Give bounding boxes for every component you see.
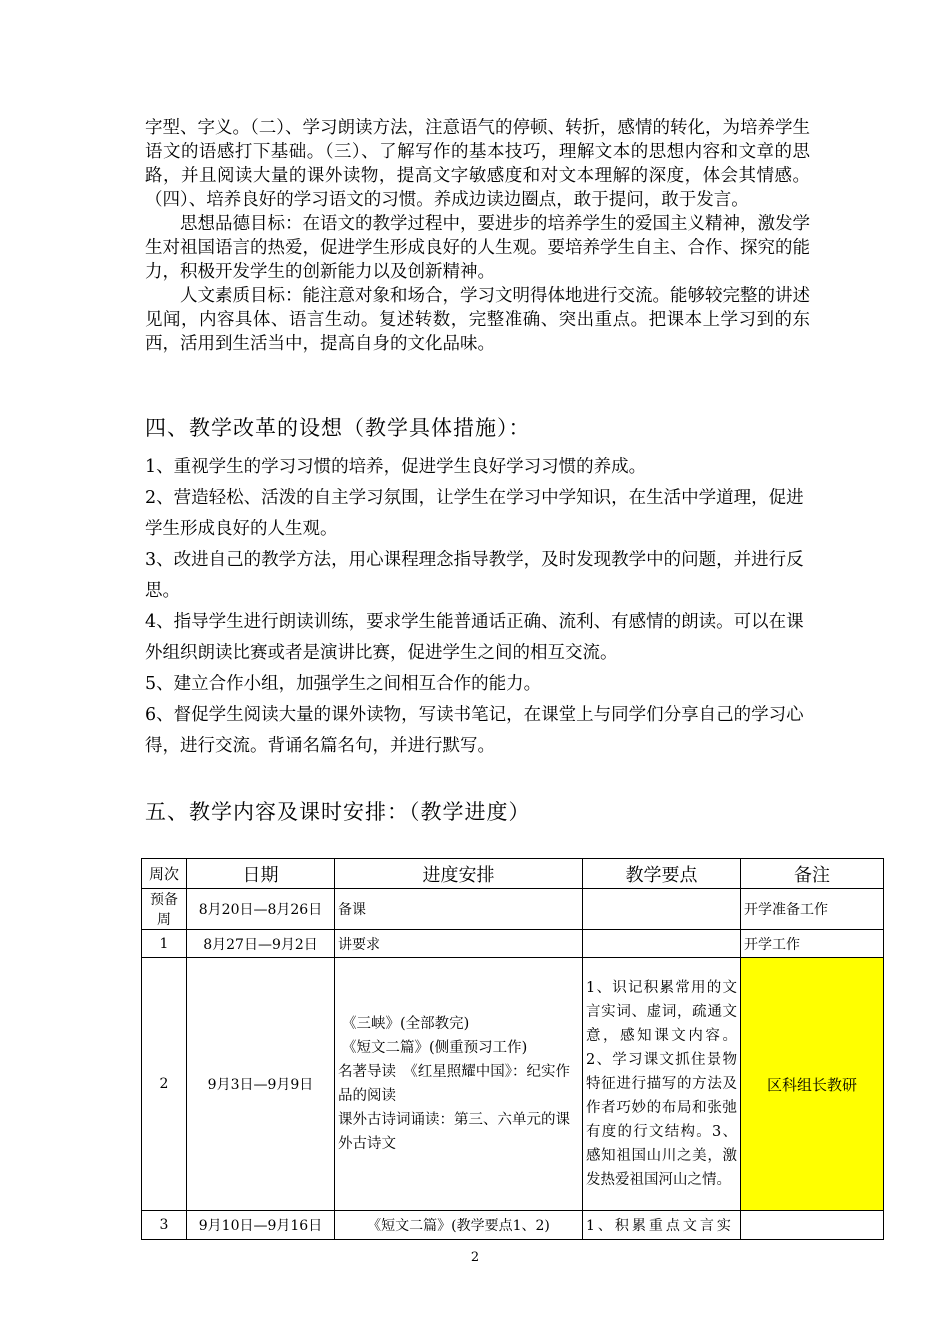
- cell-points: 1、积累重点文言实: [583, 1211, 741, 1240]
- section4-heading: 四、教学改革的设想（教学具体措施）：: [145, 416, 531, 440]
- cell-week: 3: [142, 1211, 187, 1240]
- cell-progress: 备课: [335, 889, 583, 930]
- table-row: [142, 930, 884, 958]
- header-note: 备注: [741, 859, 884, 889]
- cell-progress: [335, 958, 583, 1211]
- progress-line: 名著导读 《红星照耀中国》：纪实作品的阅读: [338, 1064, 570, 1104]
- goals-text: [145, 116, 810, 356]
- progress-line: 课外古诗词诵读：第三、六单元的课外古诗文: [338, 1112, 570, 1152]
- cell-date: 9月10日—9月16日: [187, 1211, 335, 1240]
- section5-heading: 五、教学内容及课时安排：（教学进度）: [145, 800, 531, 824]
- header-date: 日期: [187, 859, 335, 889]
- cell-points: 1、识记积累常用的文言实词、虚词，疏通文意，感知课文内容。2、学习课文抓住景物特征进行描写的方法及作者巧妙的布局和张弛有度的行文结构。3、感知祖国山川之美，激发热爱祖国河山之情。: [583, 958, 741, 1211]
- table-row: [142, 889, 884, 930]
- header-points: 教学要点: [583, 859, 741, 889]
- cell-week: 预备周: [142, 889, 187, 930]
- cell-date: 8月27日—9月2日: [187, 930, 335, 958]
- cell-progress: 《短文二篇》(教学要点1、2): [335, 1211, 583, 1240]
- header-week: 周次: [142, 859, 187, 889]
- cell-date: 9月3日—9月9日: [187, 958, 335, 1211]
- list-item: 6、督促学生阅读大量的课外读物，写读书笔记，在课堂上与同学们分享自己的学习心得，进行交流。背诵名篇名句，并进行默写。: [145, 705, 804, 756]
- table-row: [142, 1211, 884, 1240]
- cell-date: 8月20日—8月26日: [187, 889, 335, 930]
- cell-week: 1: [142, 930, 187, 958]
- table-row: [142, 958, 884, 1211]
- cell-note: 开学准备工作: [741, 889, 884, 930]
- cell-points: [583, 930, 741, 958]
- cell-note-highlighted: 区科组长教研: [741, 958, 884, 1211]
- page-number: 2: [470, 1250, 480, 1265]
- cell-points: [583, 889, 741, 930]
- cell-week: 2: [142, 958, 187, 1211]
- list-item: 5、建立合作小组，加强学生之间相互合作的能力。: [145, 674, 542, 694]
- cell-progress: 讲要求: [335, 930, 583, 958]
- goals-paragraph-1: 字型、字义。（二）、学习朗读方法，注意语气的停顿、转折，感情的转化，为培养学生语文的语感打下基础。（三）、了解写作的基本技巧，理解文本的思想内容和文章的思路，并且阅读大量的课外读物，提高文字敏感度和对文本理解的深度，体会其情感。（四）、培养良好的学习语文的习惯。养成边读边圈点，敢于提问，敢于发言。: [145, 118, 810, 210]
- schedule-table: [141, 858, 884, 1240]
- progress-line: 《三峡》(全部教完): [342, 1016, 470, 1032]
- list-item: 4、指导学生进行朗读训练，要求学生能普通话正确、流利、有感情的朗读。可以在课外组织朗读比赛或者是演讲比赛，促进学生之间的相互交流。: [145, 612, 804, 663]
- goals-paragraph-2: 思想品德目标：在语文的教学过程中，要进步的培养学生的爱国主义精神，激发学生对祖国语言的热爱，促进学生形成良好的人生观。要培养学生自主、合作、探究的能力，积极开发学生的创新能力以及创新精神。: [145, 214, 810, 282]
- table-header-row: [142, 859, 884, 889]
- header-progress: 进度安排: [335, 859, 583, 889]
- section4-list: [145, 452, 810, 762]
- list-item: 1、重视学生的学习习惯的培养，促进学生良好学习习惯的养成。: [145, 457, 647, 477]
- progress-line: 《短文二篇》(侧重预习工作): [342, 1040, 528, 1056]
- cell-note: [741, 1211, 884, 1240]
- list-item: 2、营造轻松、活泼的自主学习氛围，让学生在学习中学知识，在生活中学道理，促进学生形成良好的人生观。: [145, 488, 804, 539]
- cell-note: 开学工作: [741, 930, 884, 958]
- goals-paragraph-3: 人文素质目标：能注意对象和场合，学习文明得体地进行交流。能够较完整的讲述见闻，内容具体、语言生动。复述转数，完整准确、突出重点。把课本上学习到的东西，活用到生活当中，提高自身的文化品味。: [145, 286, 810, 354]
- list-item: 3、改进自己的教学方法，用心课程理念指导教学，及时发现教学中的问题，并进行反思。: [145, 550, 804, 601]
